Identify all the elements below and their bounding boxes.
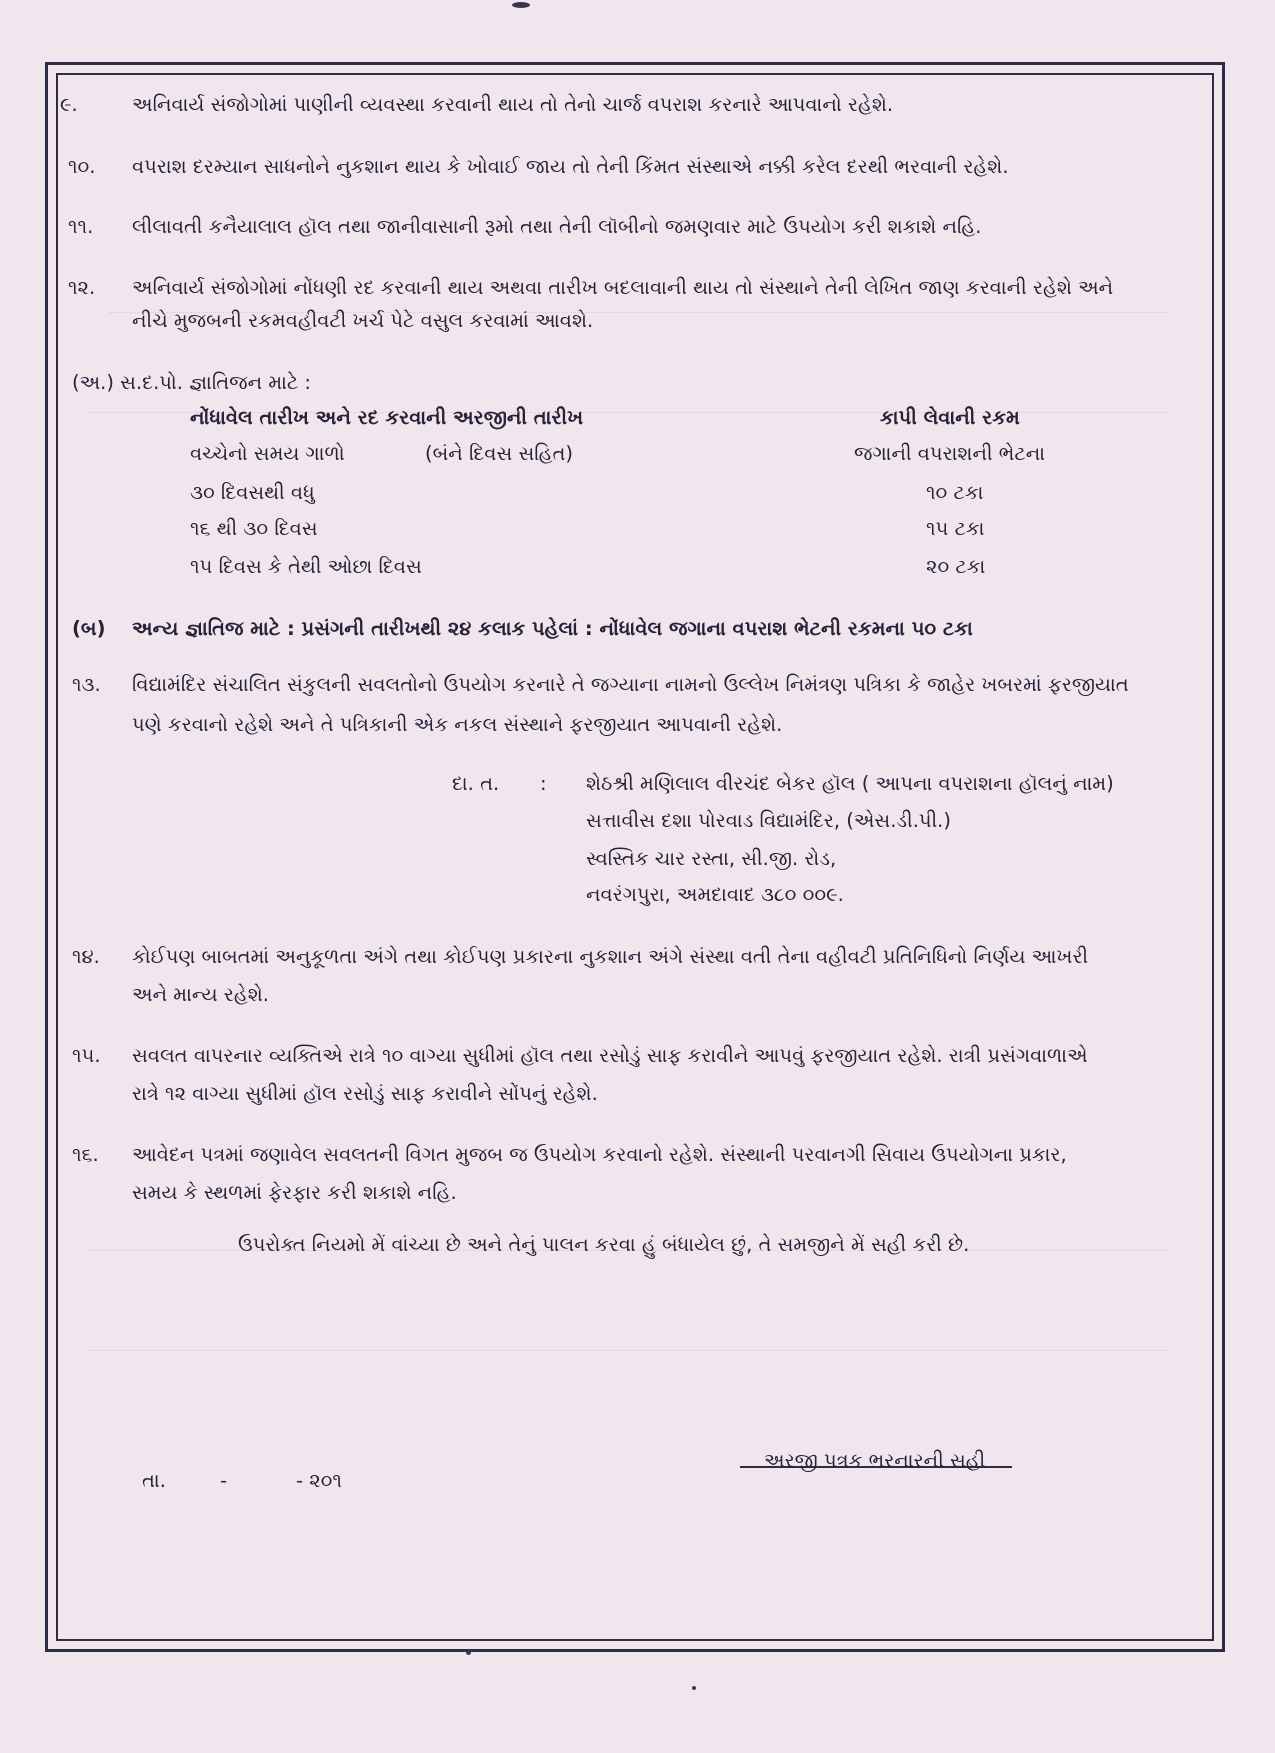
rule-number: ૧૫. — [72, 1044, 101, 1067]
rule-number: ૧૧. — [68, 215, 94, 238]
rule-number: ૯. — [60, 93, 78, 116]
scan-speck — [512, 2, 530, 8]
declaration-text: ઉપરોક્ત નિયમો મેં વાંચ્યા છે અને તેનું પાલન કરવા હું બંધાયેલ છું, તે સમજીને મેં સહી કરી છે. — [238, 1233, 970, 1256]
section-b-text: અન્ય જ્ઞાતિજ માટે : પ્રસંગની તારીખથી ૨૪ કલાક પહેલાં : નોંધાવેલ જગાના વપરાશ ભેટની રકમના ૫૦ ટકા — [132, 617, 973, 640]
rule-number: ૧૦. — [68, 155, 96, 178]
date-year: - ૨૦૧ — [296, 1469, 342, 1492]
table-row-period: ૩૦ દિવસથી વધુ — [190, 481, 315, 504]
section-a-col1-header: નોંધાવેલ તારીખ અને રદ કરવાની અરજીની તારીખ — [190, 406, 584, 429]
table-row-deduction: ૨૦ ટકા — [926, 555, 986, 578]
section-a-label: (અ.) સ.દ.પો. જ્ઞાતિજન માટે : — [72, 371, 311, 394]
example-line: સત્તાવીસ દશા પોરવાડ વિદ્યામંદિર, (એસ.ડી.પી.) — [586, 809, 951, 832]
signature-label: અરજી પત્રક ભરનારની સહી — [764, 1449, 986, 1472]
example-colon: : — [540, 772, 547, 795]
section-b-label: (બ) — [72, 617, 106, 640]
example-line: શેઠશ્રી મણિલાલ વીરચંદ બેકર હૉલ ( આપના વપરાશના હૉલનું નામ) — [586, 772, 1114, 795]
rule-text: લીલાવતી કનૈયાલાલ હૉલ તથા જાનીવાસાની રૂમો તથા તેની લૉબીનો જમણવાર માટે ઉપયોગ કરી શકાશે નહિ. — [132, 215, 982, 238]
rule-number: ૧૪. — [72, 945, 100, 968]
table-row-deduction: ૧૫ ટકા — [926, 517, 985, 540]
rule-text: વિદ્યામંદિર સંચાલિત સંકુલની સવલતોનો ઉપયોગ કરનારે તે જગ્યાના નામનો ઉલ્લેખ નિમંત્રણ પત્રિકા કે જાહેર ખબરમાં ફરજીયાત — [132, 673, 1129, 696]
table-row-period: ૧૬ થી ૩૦ દિવસ — [190, 517, 318, 540]
rule-text: પણે કરવાનો રહેશે અને તે પત્રિકાની એક નકલ સંસ્થાને ફરજીયાત આપવાની રહેશે. — [132, 713, 783, 736]
example-label: દા. ત. — [452, 772, 500, 795]
rule-text: અનિવાર્ય સંજોગોમાં પાણીની વ્યવસ્થા કરવાની થાય તો તેનો ચાર્જ વપરાશ કરનારે આપવાનો રહેશે. — [132, 93, 894, 116]
rule-text: નીચે મુજબની રકમવહીવટી ખર્ચ પેટે વસુલ કરવામાં આવશે. — [132, 309, 594, 332]
rule-text: આવેદન પત્રમાં જણાવેલ સવલતની વિગત મુજબ જ ઉપયોગ કરવાનો રહેશે. સંસ્થાની પરવાનગી સિવાય ઉપયોગના પ્રકાર, — [132, 1143, 1067, 1166]
section-a-col2-header: કાપી લેવાની રકમ — [880, 406, 1020, 429]
scan-speck — [466, 1650, 471, 1655]
example-line: નવરંગપુરા, અમદાવાદ ૩૮૦ ૦૦૯. — [586, 883, 844, 906]
rule-text: સવલત વાપરનાર વ્યક્તિએ રાત્રે ૧૦ વાગ્યા સુધીમાં હૉલ તથા રસોડું સાફ કરાવીને આપવું ફરજીયાત રહેશે. રાત્રી પ્રસંગવાળાએ — [132, 1044, 1088, 1067]
rule-number: ૧૬. — [72, 1143, 99, 1166]
section-a-col1-note: (બંને દિવસ સહિત) — [425, 442, 574, 465]
section-a-col1-sub: વચ્ચેનો સમય ગાળો — [190, 442, 345, 465]
rule-number: ૧૨. — [68, 276, 96, 299]
rule-text: સમય કે સ્થળમાં ફેરફાર કરી શકાશે નહિ. — [132, 1181, 457, 1204]
rule-text: અને માન્ય રહેશે. — [132, 983, 269, 1006]
example-line: સ્વસ્તિક ચાર રસ્તા, સી.જી. રોડ, — [586, 847, 837, 870]
rule-text: કોઈપણ બાબતમાં અનુકૂળતા અંગે તથા કોઈપણ પ્રકારના નુકશાન અંગે સંસ્થા વતી તેના વહીવટી પ્રતિનિધિનો નિર્ણય આખરી — [132, 945, 1089, 968]
table-row-period: ૧૫ દિવસ કે તેથી ઓછા દિવસ — [190, 555, 422, 578]
rule-text: અનિવાર્ય સંજોગોમાં નોંધણી રદ કરવાની થાય અથવા તારીખ બદલાવાની થાય તો સંસ્થાને તેની લેખિત જાણ કરવાની રહેશે અને — [132, 276, 1114, 299]
date-label: તા. — [142, 1469, 166, 1492]
scan-speck — [692, 1686, 696, 1690]
rule-number: ૧૩. — [72, 673, 101, 696]
table-row-deduction: ૧૦ ટકા — [926, 481, 984, 504]
rule-text: રાત્રે ૧૨ વાગ્યા સુધીમાં હૉલ રસોડું સાફ કરાવીને સોંપનું રહેશે. — [132, 1082, 598, 1105]
rule-text: વપરાશ દરમ્યાન સાધનોને નુકશાન થાય કે ખોવાઈ જાય તો તેની કિંમત સંસ્થાએ નક્કી કરેલ દરથી ભરવાની રહેશે. — [132, 155, 1009, 178]
section-a-col2-sub: જગાની વપરાશની ભેટના — [854, 442, 1046, 465]
date-dash: - — [220, 1469, 228, 1492]
